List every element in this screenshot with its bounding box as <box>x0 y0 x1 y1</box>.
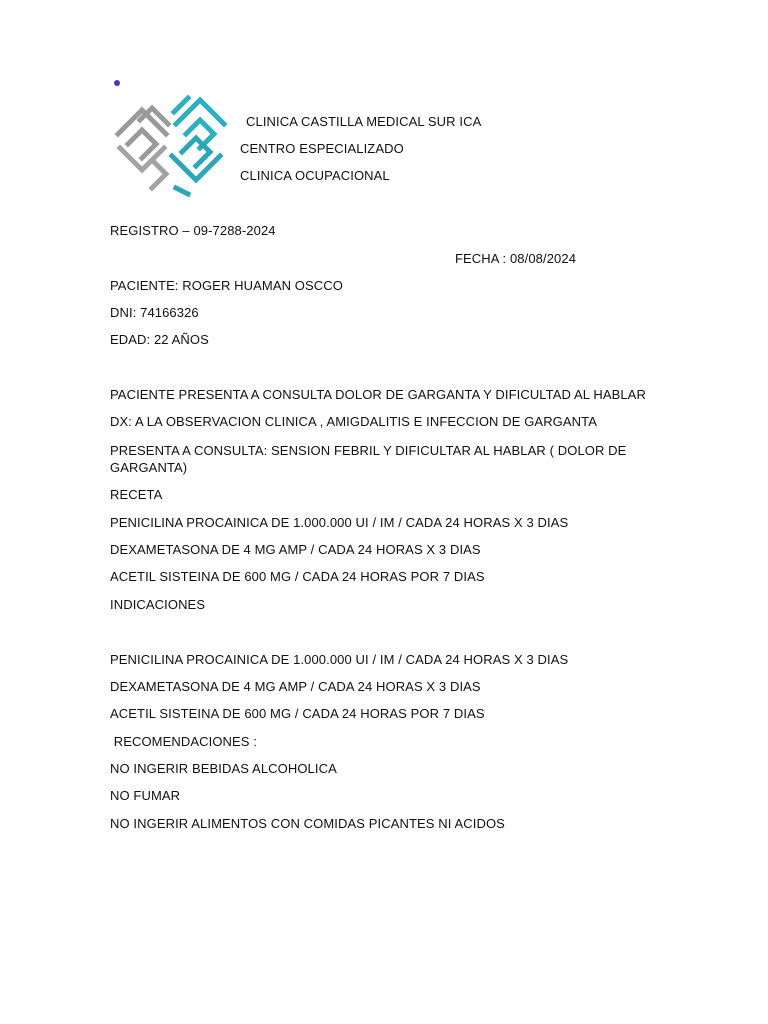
indicaciones-item: PENICILINA PROCAINICA DE 1.000.000 UI / IM / CADA 24 HORAS X 3 DIAS <box>110 652 569 667</box>
receta-item: ACETIL SISTEINA DE 600 MG / CADA 24 HORAS POR 7 DIAS <box>110 569 485 584</box>
receta-item: PENICILINA PROCAINICA DE 1.000.000 UI / IM / CADA 24 HORAS X 3 DIAS <box>110 515 569 530</box>
indicaciones-item: ACETIL SISTEINA DE 600 MG / CADA 24 HORAS POR 7 DIAS <box>110 706 485 721</box>
patient-dni: DNI: 74166326 <box>110 305 199 320</box>
clinic-subtitle-occupational: CLINICA OCUPACIONAL <box>240 168 390 183</box>
record-date: FECHA : 08/08/2024 <box>455 251 577 266</box>
indicaciones-item: DEXAMETASONA DE 4 MG AMP / CADA 24 HORAS X 3 DIAS <box>110 679 481 694</box>
presentation-notes: PRESENTA A CONSULTA: SENSION FEBRIL Y DIFICULTAR AL HABLAR ( DOLOR DE GARGANTA) <box>110 443 627 475</box>
receta-heading: RECETA <box>110 487 163 502</box>
recomendacion-item: NO FUMAR <box>110 788 181 803</box>
recomendaciones-heading: RECOMENDACIONES : <box>110 734 257 749</box>
receta-item: DEXAMETASONA DE 4 MG AMP / CADA 24 HORAS X 3 DIAS <box>110 542 481 557</box>
patient-age: EDAD: 22 AÑOS <box>110 332 209 347</box>
recomendacion-item: NO INGERIR ALIMENTOS CON COMIDAS PICANTES NI ACIDOS <box>110 816 505 831</box>
chief-complaint: PACIENTE PRESENTA A CONSULTA DOLOR DE GARGANTA Y DIFICULTAD AL HABLAR <box>110 387 646 402</box>
patient-name: PACIENTE: ROGER HUAMAN OSCCO <box>110 278 343 293</box>
record-number: REGISTRO – 09-7288-2024 <box>110 223 276 238</box>
clinic-name: CLINICA CASTILLA MEDICAL SUR ICA <box>246 114 482 129</box>
clinic-subtitle-specialized: CENTRO ESPECIALIZADO <box>240 141 404 156</box>
recomendacion-item: NO INGERIR BEBIDAS ALCOHOLICA <box>110 761 337 776</box>
indicaciones-heading: INDICACIONES <box>110 597 206 612</box>
bullet-dot <box>114 80 120 86</box>
clinic-logo-icon <box>112 90 232 200</box>
diagnosis: DX: A LA OBSERVACION CLINICA , AMIGDALITIS E INFECCION DE GARGANTA <box>110 414 597 429</box>
